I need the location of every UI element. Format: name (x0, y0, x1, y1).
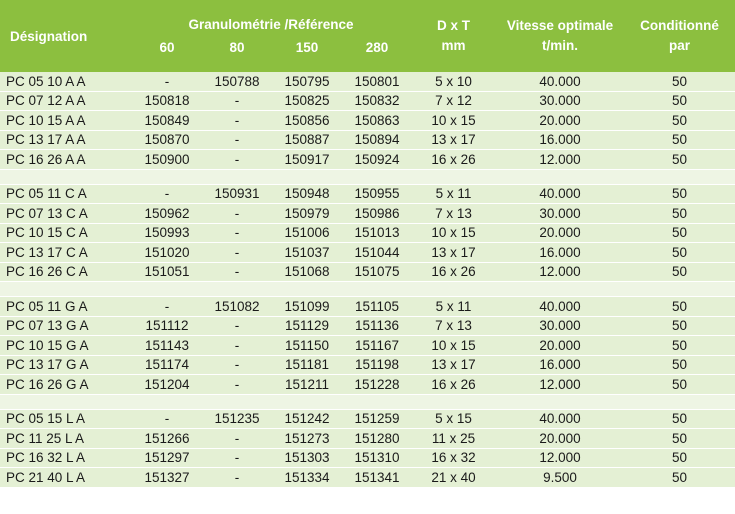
table-row (0, 468, 735, 488)
cell-grit-150: 150795 (271, 72, 343, 91)
cell-grit-150: 151181 (271, 355, 343, 375)
cell-grit-80: - (203, 91, 271, 111)
cell-designation: PC 11 25 L A (0, 429, 131, 449)
cell-grit-280: 151228 (343, 375, 411, 395)
cell-conditionne: 50 (624, 448, 735, 468)
cell-grit-280: 151167 (343, 336, 411, 356)
group-separator (0, 169, 735, 184)
header-vitesse (496, 0, 624, 72)
cell-conditionne: 50 (624, 223, 735, 243)
cell-grit-150: 151037 (271, 243, 343, 263)
cell-conditionne: 50 (624, 91, 735, 111)
cell-grit-80: 150931 (203, 184, 271, 204)
cell-vitesse: 12.000 (496, 262, 624, 282)
header-dxt-line1: D x T (436, 18, 470, 33)
cell-dxt: 13 x 17 (411, 130, 496, 150)
cell-grit-80: - (203, 375, 271, 395)
header-grit-60: 60 (131, 34, 203, 72)
cell-dxt: 5 x 15 (411, 409, 496, 429)
cell-dxt: 5 x 10 (411, 72, 496, 91)
cell-grit-280: 151310 (343, 448, 411, 468)
cell-conditionne: 50 (624, 150, 735, 170)
cell-grit-80: - (203, 223, 271, 243)
table-row (0, 336, 735, 356)
cell-dxt: 13 x 17 (411, 355, 496, 375)
cell-grit-150: 151303 (271, 448, 343, 468)
cell-vitesse: 20.000 (496, 111, 624, 131)
cell-grit-280: 151105 (343, 297, 411, 317)
cell-grit-60: 151020 (131, 243, 203, 263)
table-row (0, 111, 735, 131)
cell-grit-150: 151099 (271, 297, 343, 317)
table-row (0, 409, 735, 429)
cell-conditionne: 50 (624, 243, 735, 263)
cell-designation: PC 16 26 C A (0, 262, 131, 282)
cell-conditionne: 50 (624, 468, 735, 488)
cell-dxt: 5 x 11 (411, 297, 496, 317)
cell-grit-150: 151006 (271, 223, 343, 243)
cell-grit-280: 151259 (343, 409, 411, 429)
cell-grit-280: 150955 (343, 184, 411, 204)
cell-grit-60: 150849 (131, 111, 203, 131)
cell-vitesse: 20.000 (496, 429, 624, 449)
cell-grit-60: 151297 (131, 448, 203, 468)
cell-designation: PC 13 17 C A (0, 243, 131, 263)
cell-vitesse: 40.000 (496, 409, 624, 429)
header-grit-280: 280 (343, 34, 411, 72)
cell-grit-60: 150962 (131, 204, 203, 224)
table-row (0, 72, 735, 91)
cell-grit-80: - (203, 204, 271, 224)
table-row (0, 204, 735, 224)
cell-dxt: 16 x 32 (411, 448, 496, 468)
cell-dxt: 10 x 15 (411, 223, 496, 243)
cell-vitesse: 20.000 (496, 336, 624, 356)
cell-conditionne: 50 (624, 111, 735, 131)
cell-designation: PC 05 11 C A (0, 184, 131, 204)
cell-grit-280: 151013 (343, 223, 411, 243)
cell-grit-80: - (203, 111, 271, 131)
cell-grit-150: 151129 (271, 316, 343, 336)
cell-vitesse: 30.000 (496, 91, 624, 111)
cell-designation: PC 10 15 G A (0, 336, 131, 356)
cell-grit-60: 151266 (131, 429, 203, 449)
cell-conditionne: 50 (624, 336, 735, 356)
header-vitesse-line2: t/min. (542, 38, 578, 53)
cell-vitesse: 12.000 (496, 448, 624, 468)
cell-designation: PC 07 13 C A (0, 204, 131, 224)
cell-designation: PC 13 17 A A (0, 130, 131, 150)
cell-dxt: 11 x 25 (411, 429, 496, 449)
cell-grit-280: 151198 (343, 355, 411, 375)
group-separator-cell (0, 282, 735, 297)
cell-conditionne: 50 (624, 409, 735, 429)
header-vitesse-line1: Vitesse optimale (506, 18, 614, 33)
cell-designation: PC 10 15 A A (0, 111, 131, 131)
table-row (0, 91, 735, 111)
cell-vitesse: 40.000 (496, 184, 624, 204)
header-grit-80: 80 (203, 34, 271, 72)
cell-dxt: 7 x 13 (411, 316, 496, 336)
cell-designation: PC 10 15 C A (0, 223, 131, 243)
cell-grit-80: - (203, 336, 271, 356)
cell-dxt: 13 x 17 (411, 243, 496, 263)
cell-grit-150: 151068 (271, 262, 343, 282)
cell-conditionne: 50 (624, 375, 735, 395)
cell-grit-150: 150856 (271, 111, 343, 131)
cell-dxt: 10 x 15 (411, 336, 496, 356)
cell-grit-150: 151211 (271, 375, 343, 395)
cell-grit-60: - (131, 297, 203, 317)
cell-conditionne: 50 (624, 204, 735, 224)
header-designation: Désignation (0, 0, 131, 72)
table-row (0, 223, 735, 243)
cell-grit-60: - (131, 409, 203, 429)
cell-grit-80: - (203, 468, 271, 488)
cell-grit-150: 150979 (271, 204, 343, 224)
cell-grit-60: 150900 (131, 150, 203, 170)
cell-grit-80: 151082 (203, 297, 271, 317)
cell-grit-280: 150924 (343, 150, 411, 170)
cell-vitesse: 12.000 (496, 150, 624, 170)
cell-grit-60: 151112 (131, 316, 203, 336)
cell-grit-280: 151341 (343, 468, 411, 488)
cell-grit-150: 151150 (271, 336, 343, 356)
cell-grit-60: 151174 (131, 355, 203, 375)
header-grit-150: 150 (271, 34, 343, 72)
cell-designation: PC 13 17 G A (0, 355, 131, 375)
cell-grit-280: 150863 (343, 111, 411, 131)
cell-grit-150: 151334 (271, 468, 343, 488)
cell-grit-280: 151044 (343, 243, 411, 263)
cell-vitesse: 40.000 (496, 72, 624, 91)
cell-grit-150: 150825 (271, 91, 343, 111)
cell-grit-60: - (131, 184, 203, 204)
cell-grit-80: - (203, 448, 271, 468)
cell-grit-80: 150788 (203, 72, 271, 91)
cell-designation: PC 05 10 A A (0, 72, 131, 91)
group-separator (0, 394, 735, 409)
cell-grit-60: 151051 (131, 262, 203, 282)
cell-dxt: 5 x 11 (411, 184, 496, 204)
cell-grit-80: - (203, 316, 271, 336)
cell-dxt: 7 x 13 (411, 204, 496, 224)
cell-conditionne: 50 (624, 316, 735, 336)
cell-grit-60: - (131, 72, 203, 91)
cell-designation: PC 16 26 G A (0, 375, 131, 395)
table-row (0, 262, 735, 282)
cell-vitesse: 9.500 (496, 468, 624, 488)
cell-grit-150: 151273 (271, 429, 343, 449)
cell-conditionne: 50 (624, 297, 735, 317)
cell-grit-150: 150887 (271, 130, 343, 150)
table-row (0, 184, 735, 204)
cell-grit-60: 150818 (131, 91, 203, 111)
cell-grit-80: - (203, 150, 271, 170)
table-row (0, 429, 735, 449)
cell-designation: PC 16 32 L A (0, 448, 131, 468)
cell-grit-280: 150801 (343, 72, 411, 91)
cell-grit-280: 150986 (343, 204, 411, 224)
cell-grit-80: - (203, 355, 271, 375)
cell-designation: PC 21 40 L A (0, 468, 131, 488)
cell-grit-80: - (203, 130, 271, 150)
cell-vitesse: 30.000 (496, 316, 624, 336)
cell-dxt: 7 x 12 (411, 91, 496, 111)
cell-designation: PC 05 15 L A (0, 409, 131, 429)
cell-vitesse: 40.000 (496, 297, 624, 317)
cell-grit-150: 151242 (271, 409, 343, 429)
cell-designation: PC 05 11 G A (0, 297, 131, 317)
cell-vitesse: 16.000 (496, 243, 624, 263)
table-row (0, 316, 735, 336)
cell-grit-80: - (203, 243, 271, 263)
cell-grit-60: 150870 (131, 130, 203, 150)
cell-designation: PC 07 12 A A (0, 91, 131, 111)
cell-dxt: 21 x 40 (411, 468, 496, 488)
group-separator (0, 282, 735, 297)
header-conditionne (624, 0, 735, 72)
cell-vitesse: 20.000 (496, 223, 624, 243)
header-dxt (411, 0, 496, 72)
cell-vitesse: 12.000 (496, 375, 624, 395)
cell-grit-280: 150894 (343, 130, 411, 150)
cell-conditionne: 50 (624, 184, 735, 204)
group-separator-cell (0, 394, 735, 409)
table-header (0, 0, 735, 72)
cell-dxt: 10 x 15 (411, 111, 496, 131)
cell-vitesse: 30.000 (496, 204, 624, 224)
table-row (0, 355, 735, 375)
table-row (0, 150, 735, 170)
cell-grit-60: 151143 (131, 336, 203, 356)
table-row (0, 243, 735, 263)
cell-conditionne: 50 (624, 72, 735, 91)
table-row (0, 130, 735, 150)
cell-dxt: 16 x 26 (411, 262, 496, 282)
table-row (0, 375, 735, 395)
table-row (0, 297, 735, 317)
header-cond-line2: par (668, 38, 690, 53)
table-body (0, 72, 735, 487)
group-separator-cell (0, 169, 735, 184)
cell-vitesse: 16.000 (496, 355, 624, 375)
cell-conditionne: 50 (624, 355, 735, 375)
cell-grit-80: - (203, 429, 271, 449)
cell-grit-60: 151204 (131, 375, 203, 395)
table-row (0, 448, 735, 468)
header-dxt-line2: mm (441, 38, 466, 53)
cell-designation: PC 16 26 A A (0, 150, 131, 170)
cell-conditionne: 50 (624, 429, 735, 449)
cell-grit-280: 150832 (343, 91, 411, 111)
cell-vitesse: 16.000 (496, 130, 624, 150)
cell-grit-150: 150948 (271, 184, 343, 204)
cell-dxt: 16 x 26 (411, 375, 496, 395)
cell-grit-80: 151235 (203, 409, 271, 429)
cell-grit-60: 150993 (131, 223, 203, 243)
header-granulometrie: Granulométrie /Référence (131, 0, 411, 34)
cell-grit-60: 151327 (131, 468, 203, 488)
cell-conditionne: 50 (624, 262, 735, 282)
cell-grit-280: 151075 (343, 262, 411, 282)
cell-dxt: 16 x 26 (411, 150, 496, 170)
header-cond-line1: Conditionné (640, 18, 719, 33)
cell-grit-150: 150917 (271, 150, 343, 170)
cell-designation: PC 07 13 G A (0, 316, 131, 336)
cell-grit-80: - (203, 262, 271, 282)
cell-conditionne: 50 (624, 130, 735, 150)
cell-grit-280: 151136 (343, 316, 411, 336)
cell-grit-280: 151280 (343, 429, 411, 449)
